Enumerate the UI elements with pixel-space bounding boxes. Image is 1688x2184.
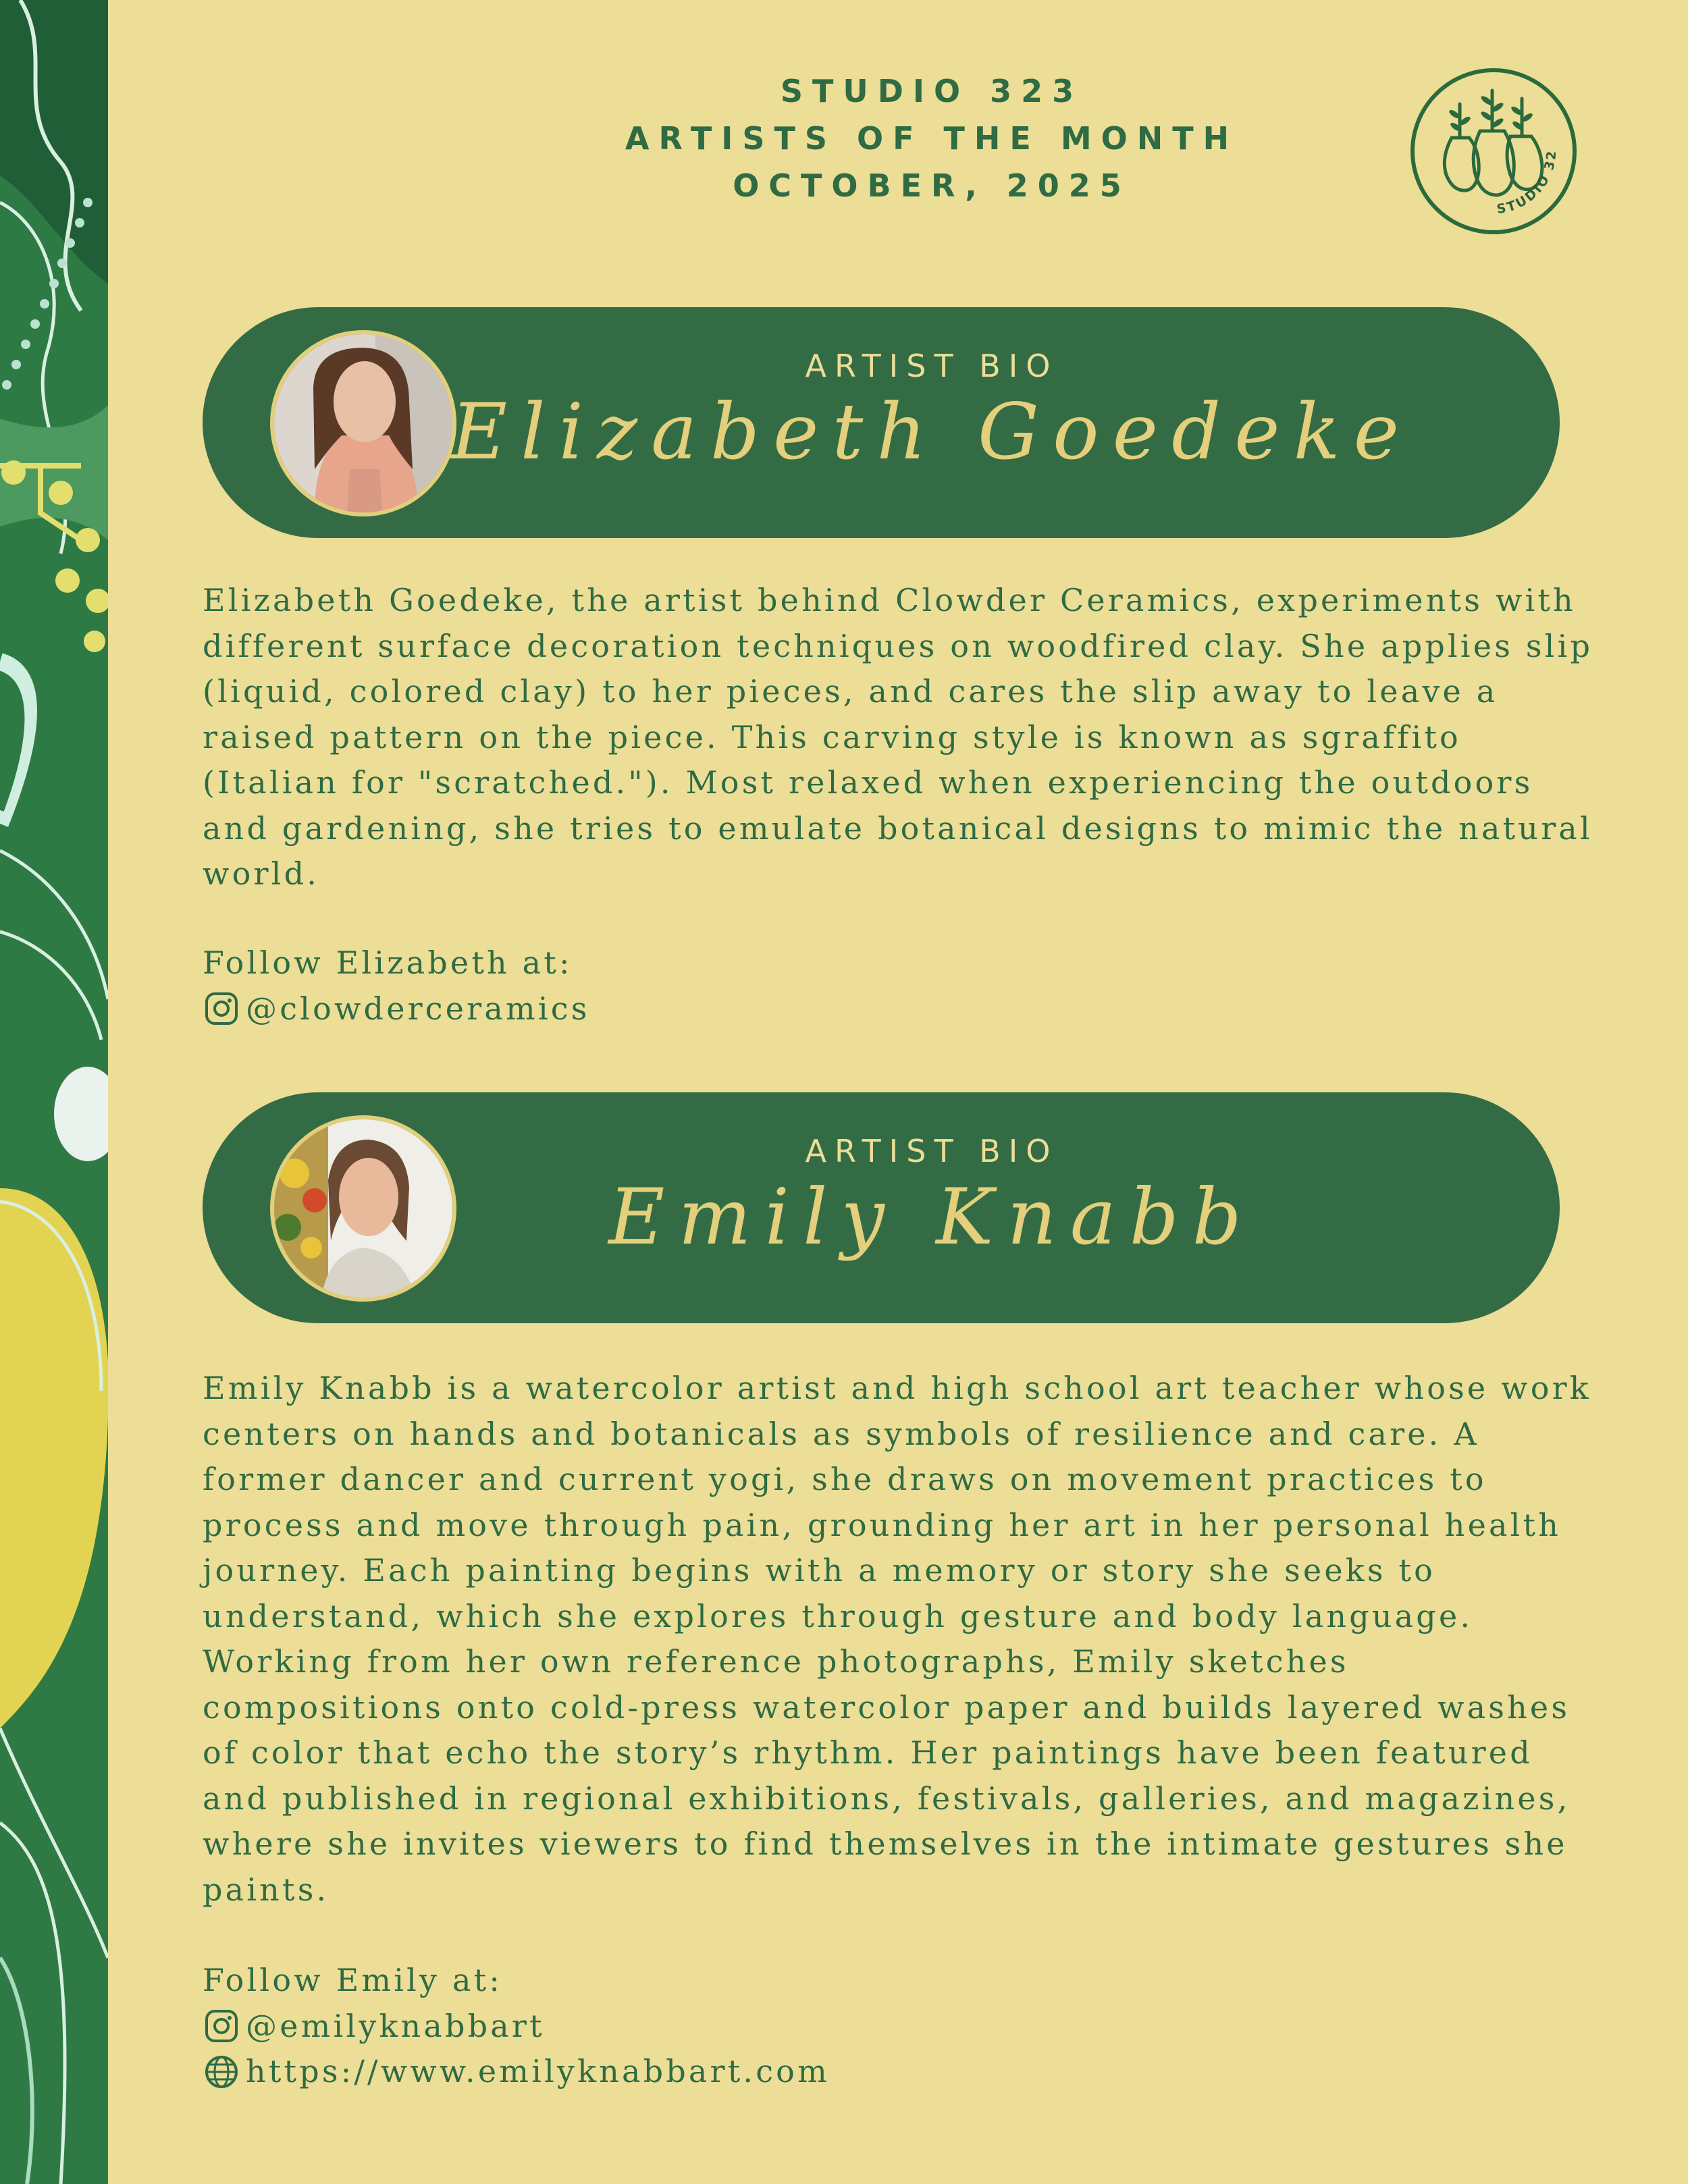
website-link-2[interactable] <box>203 2049 830 2095</box>
instagram-handle-2[interactable]: @emilyknabbart <box>246 2007 545 2044</box>
artist-name-1: Elizabeth Goedeke <box>450 387 1413 477</box>
header-studio-name: STUDIO 323 <box>780 73 1084 109</box>
artist-bio-label-2: ARTIST BIO <box>805 1133 1059 1169</box>
instagram-handle-1[interactable]: @clowderceramics <box>246 990 590 1027</box>
artist-bio-label-1: ARTIST BIO <box>805 348 1059 384</box>
three-vases-with-plants-icon <box>1399 57 1588 246</box>
artist-follow-1 <box>203 940 590 1032</box>
artist-banner-1 <box>203 307 1560 538</box>
logo-text: STUDIO 32 <box>1496 149 1560 217</box>
instagram-icon <box>203 2007 240 2045</box>
follow-label-1: Follow Elizabeth at: <box>203 944 573 981</box>
artist-bio-text-1: Elizabeth Goedeke, the artist behind Clowder Ceramics, experiments with different surface decoration techniques on woodfired clay. She applies slip (liquid, colored clay) to her pieces, and cares the slip away to leave a raised pattern on the piece. This carving style is known as sgraffito (Italian for "scratched."). Most relaxed when experiencing the outdoors and gardening, she tries to emulate botanical designs to mimic the natural world. <box>203 582 1593 892</box>
artist-name-2: Emily Knabb <box>608 1172 1255 1262</box>
header-subtitle: ARTISTS OF THE MONTH <box>625 120 1239 157</box>
studio-logo <box>1399 57 1588 246</box>
website-url-2[interactable]: https://www.emilyknabbart.com <box>246 2053 830 2089</box>
follow-label-2: Follow Emily at: <box>203 1962 503 1998</box>
artist-bio-text-2: Emily Knabb is a watercolor artist and high school art teacher whose work centers on hands and botanicals as symbols of resilience and care. A former dancer and current yogi, she draws on movement practices to process and move through pain, grounding her art in her personal health journey. Each painting begins with a memory or story she seeks to understand, which she explores through gesture and body language. Working from her own reference photographs, Emily sketches compositions onto cold-press watercolor paper and builds layered washes of color that echo the story’s rhythm. Her paintings have been featured and published in regional exhibitions, festivals, galleries, and magazines, where she invites viewers to find themselves in the intimate gestures she paints. <box>203 1370 1591 1908</box>
header-date: OCTOBER, 2025 <box>733 167 1131 204</box>
instagram-link-1[interactable] <box>203 986 590 1032</box>
decorative-side-strip <box>0 0 108 2184</box>
artist-follow-2 <box>203 1958 830 2095</box>
globe-icon <box>203 2053 240 2091</box>
artist-banner-2 <box>203 1092 1560 1323</box>
instagram-link-2[interactable] <box>203 2004 830 2050</box>
instagram-icon <box>203 990 240 1028</box>
